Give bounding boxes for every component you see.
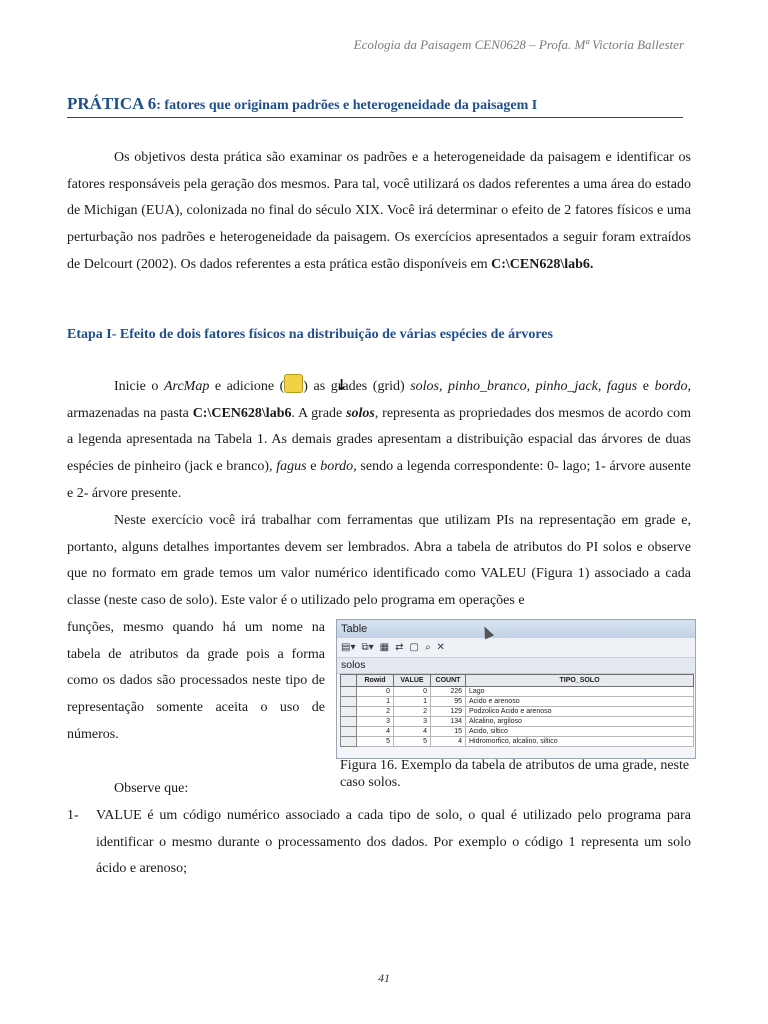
related-tables-icon[interactable]: ⧉▾ — [361, 642, 374, 653]
title-subtitle: : fatores que originam padrões e heterogeneidade da paisagem I — [156, 98, 538, 113]
header-row — [341, 675, 694, 687]
cell: Alcalino, argiloso — [466, 717, 694, 727]
row-selector[interactable] — [341, 727, 357, 737]
practice-title — [67, 94, 683, 118]
col-count[interactable]: COUNT — [431, 675, 466, 687]
switch-selection-icon[interactable]: ⇄ — [395, 642, 404, 653]
attribute-grid — [340, 674, 694, 747]
cell: 95 — [431, 697, 466, 707]
cell: 4 — [357, 727, 394, 737]
cell: 2 — [357, 707, 394, 717]
window-title: Table — [337, 620, 695, 638]
table-toolbar — [337, 638, 695, 658]
running-header: Ecologia da Paisagem CEN0628 – Profa. Mª Victoria Ballester — [353, 37, 684, 52]
cell: 0 — [394, 687, 431, 697]
section-heading: Etapa I- Efeito de dois fatores físicos na distribuição de várias espécies de árvores — [67, 327, 553, 342]
observe-label: Observe que: — [114, 781, 189, 796]
select-by-attributes-icon[interactable]: ▦ — [379, 642, 390, 653]
cell: Acido e arenoso — [466, 697, 694, 707]
table-row[interactable] — [341, 687, 694, 697]
cell: 1 — [357, 697, 394, 707]
table-row[interactable] — [341, 717, 694, 727]
p2-t4: e — [637, 379, 655, 394]
p2-t1: Inicie o — [114, 379, 164, 394]
cell: 2 — [394, 707, 431, 717]
p2-t5: , armazenadas na pasta — [67, 379, 691, 421]
cell: 5 — [394, 737, 431, 747]
p2-t3: ) as grades (grid) — [303, 379, 411, 394]
intro-text: Os objetivos desta prática são examinar os padrões e a heterogeneidade da paisagem e identificar os fatores responsáveis pela geração dos mesmos. Para tal, você utilizará os dados referentes a uma área do estado de Michigan (EUA), colonizada no final do século XIX. Você irá determinar o efeito de 2 fatores físicos e uma perturbação nos padrões e heterogeneidade da paisagem. Os exercícios apresentados a seguir foram extraídos de Delcourt (2002). Os dados referentes a esta prática estão disponíveis em — [67, 150, 691, 272]
list-item — [67, 803, 691, 883]
page-number: 41 — [378, 971, 390, 985]
table-name: solos — [337, 658, 695, 674]
col-rowid[interactable]: Rowid — [357, 675, 394, 687]
cell: Hidromorfico, alcalino, siltico — [466, 737, 694, 747]
figure-caption: Figura 16. Exemplo da tabela de atributos de uma grade, neste caso solos. — [340, 758, 690, 790]
instructions-paragraph — [67, 374, 691, 508]
cell: 226 — [431, 687, 466, 697]
row-selector[interactable] — [341, 707, 357, 717]
p2-t6: . A grade — [291, 405, 347, 421]
cell: Acido, siltico — [466, 727, 694, 737]
cell: 5 — [357, 737, 394, 747]
row-selector[interactable] — [341, 687, 357, 697]
cell: 0 — [357, 687, 394, 697]
p2-path: C:\CEN628\lab6 — [192, 405, 292, 421]
table-row[interactable] — [341, 727, 694, 737]
p2-fagus: fagus — [276, 459, 307, 475]
cell: 4 — [394, 727, 431, 737]
cell: 1 — [394, 697, 431, 707]
table-row[interactable] — [341, 737, 694, 747]
p2-t9: , sendo a legenda correspondente: 0- lago; 1- árvore ausente e 2- árvore presente. — [67, 459, 691, 501]
table-options-icon[interactable]: ▤▾ — [341, 642, 356, 653]
cell: 3 — [394, 717, 431, 727]
p2-t8: e — [306, 459, 321, 475]
col-value[interactable]: VALUE — [394, 675, 431, 687]
p2-t7: , representa as propriedades dos mesmos de acordo com a legenda apresentada na Tabela 1. As demais grades apresentam a distribuição espacial das árvores de duas espécies de pinheiro (jack e branco), — [67, 405, 692, 475]
p2-bordo: bordo — [654, 379, 688, 394]
row-selector[interactable] — [341, 737, 357, 747]
row-selector[interactable] — [341, 697, 357, 707]
list-text: VALUE é um código numérico associado a cada tipo de solo, o qual é utilizado pelo programa para identificar o mesmo durante o processamento dos dados. Por exemplo o código 1 representa um solo ácido e arenoso; — [96, 808, 691, 877]
grid-tools-paragraph: Neste exercício você irá trabalhar com ferramentas que utilizam PIs na representação em grade e, portanto, alguns detalhes importantes devem ser lembrados. Abra a tabela de atributos do PI solos e observe que no formato em grade temos um valor numérico identificado como VALEU (Figura 1) associado a cada classe (neste caso de solo). Este valor é o utilizado pelo programa em operações e — [67, 513, 691, 609]
zoom-to-selected-icon[interactable]: ⌕ — [424, 642, 431, 653]
selector-header — [341, 675, 357, 687]
p2-bordo2: bordo — [320, 459, 354, 475]
cell: 3 — [357, 717, 394, 727]
intro-path: C:\CEN628\lab6. — [491, 256, 594, 272]
add-data-icon — [284, 374, 303, 393]
clear-selection-icon[interactable]: ▢ — [409, 642, 419, 653]
attribute-table-window — [336, 619, 696, 759]
table-row[interactable] — [341, 697, 694, 707]
cell: 134 — [431, 717, 466, 727]
p2-grids: solos, pinho_branco, pinho_jack, fagus — [410, 379, 638, 394]
cell: Lago — [466, 687, 694, 697]
list-number: 1- — [67, 808, 79, 823]
col-tipo-solo[interactable]: TIPO_SOLO — [466, 675, 694, 687]
cell: 15 — [431, 727, 466, 737]
row-selector[interactable] — [341, 717, 357, 727]
delete-icon[interactable]: ✕ — [436, 642, 445, 653]
cell: Podzolico Acido e arenoso — [466, 707, 694, 717]
intro-paragraph — [67, 145, 691, 279]
p2-solos: solos — [346, 405, 375, 421]
p2-t2: e adicione ( — [209, 379, 285, 394]
p2-arcmap: ArcMap — [163, 379, 210, 394]
wrap-paragraph: funções, mesmo quando há um nome na tabela de atributos da grade pois a forma como os dados são processados neste tipo de representação somente aceita o uso de números. — [67, 620, 325, 742]
cell: 129 — [431, 707, 466, 717]
cell: 4 — [431, 737, 466, 747]
table-row[interactable] — [341, 707, 694, 717]
title-main: PRÁTICA 6 — [67, 94, 157, 113]
